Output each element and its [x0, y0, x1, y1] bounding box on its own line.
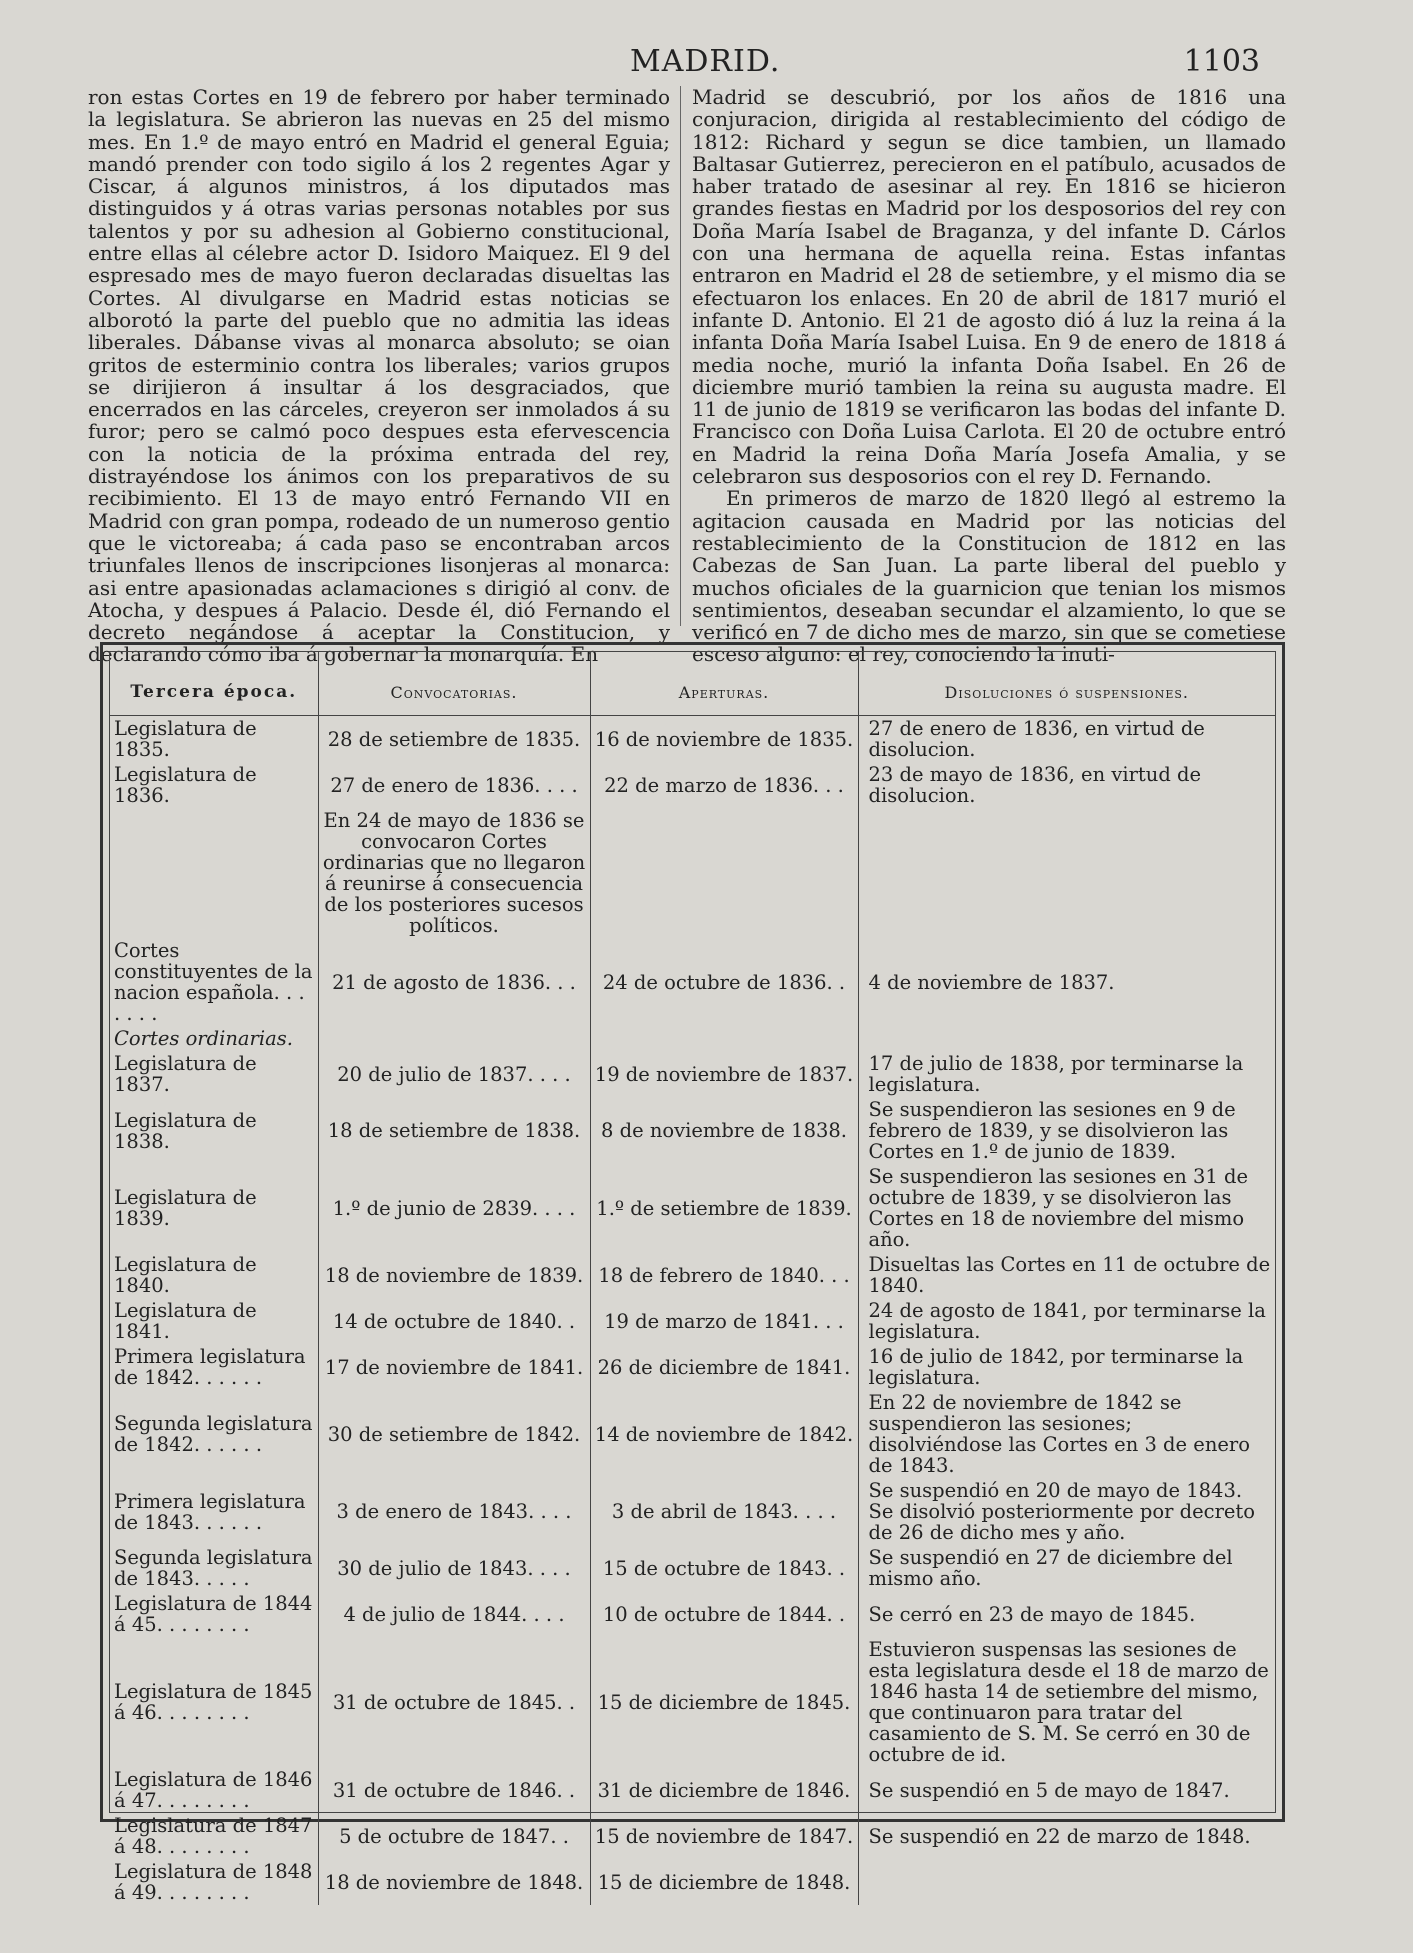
convocatoria-cell: 18 de setiembre de 1838. [318, 1097, 590, 1164]
apertura-cell: 31 de diciembre de 1846. [590, 1767, 858, 1813]
legislature-cell: Legislatura de 1845 á 46. . . . . . . . [110, 1637, 318, 1767]
convocatoria-cell: 17 de noviembre de 1841. [318, 1344, 590, 1390]
table-body [110, 716, 1275, 1906]
legislature-cell: Legislatura de 1835. [110, 716, 318, 763]
apertura-cell: 24 de octubre de 1836. . [590, 938, 858, 1026]
apertura-cell: 15 de diciembre de 1848. [590, 1859, 858, 1905]
table-row [110, 1591, 1275, 1637]
legislature-cell: Legislatura de 1841. [110, 1298, 318, 1344]
apertura-cell: 19 de noviembre de 1837. [590, 1051, 858, 1097]
table-row [110, 1545, 1275, 1591]
disolucion-cell: Se suspendieron las sesiones en 9 de febrero de 1839, y se disolvieron las Cortes en 1.º de junio de 1839. [868, 1098, 1236, 1163]
column-header-epoch: Tercera época. [110, 652, 318, 716]
disolucion-cell: Disueltas las Cortes en 11 de octubre de 1840. [868, 1253, 1271, 1297]
apertura-cell: 18 de febrero de 1840. . . [590, 1252, 858, 1298]
table-row [110, 1097, 1275, 1164]
legislature-cell: Cortes ordinarias. [110, 1026, 318, 1051]
disolucion-cell: Se suspendieron las sesiones en 31 de octubre de 1839, y se disolvieron las Cortes en 18 de noviembre del mismo año. [868, 1165, 1249, 1251]
disolucion-cell: Se cerró en 23 de mayo de 1845. [868, 1602, 1196, 1626]
apertura-cell: 10 de octubre de 1844. . [590, 1591, 858, 1637]
convocatoria-cell: 14 de octubre de 1840. . [318, 1298, 590, 1344]
legislature-cell: Legislatura de 1847 á 48. . . . . . . . [110, 1813, 318, 1859]
disolucion-cell: 17 de julio de 1838, por terminarse la legislatura. [868, 1052, 1244, 1096]
paragraph: En primeros de marzo de 1820 llegó al estremo la agitacion causada en Madrid por las noticias del restablecimiento de la Constitucion de 1812 en las Cabezas de San Juan. La parte liberal del pueblo y muchos oficiales de la guarnicion que tenian los mismos sentimientos, deseaban secundar el alzamiento, lo que se verificó en 7 de dicho mes de marzo, sin que se cometiese esceso alguno: el rey, conociendo la inuti- [692, 486, 1286, 667]
paragraph: ron estas Cortes en 19 de febrero por haber terminado la legislatura. Se abrieron las nuevas en 25 del mismo mes. En 1.º de mayo entró en Madrid el general Eguia; mandó prender con todo sigilo á los 2 regentes Agar y Ciscar, á algunos ministros, á los diputados mas distinguidos y á otras varias personas notables por sus talentos y por su adhesion al Gobierno constitucional, entre ellas al célebre actor D. Isidoro Maiquez. El 9 del espresado mes de mayo fueron declaradas disueltas las Cortes. Al divulgarse en Madrid estas noticias se alborotó la parte del pueblo que no admitia las ideas liberales. Dábanse vivas al monarca absoluto; se oian gritos de esterminio contra los liberales; varios grupos se dirijieron á insultar á los desgraciados, que encerrados en las cárceles, creyeron ser inmolados á su furor; pero se calmó poco despues esta efervescencia con la noticia de la próxima entrada del rey, distrayéndose los ánimos con los preparativos de su recibimiento. El 13 de mayo entró Fernando VII en Madrid con gran pompa, rodeado de un numeroso gentio que le victoreaba; á cada paso se encontraban arcos triunfales llenos de inscripciones lisonjeras al monarca: asi entre apasionadas aclamaciones s dirigió al conv. de Atocha, y despues á Palacio. Desde él, dió Fernando el decreto negándose á aceptar la Constitucion, y declarando cómo iba á gobernar la monarquía. En [88, 85, 670, 667]
convocatoria-cell: 21 de agosto de 1836. . . [318, 938, 590, 1026]
table-row [110, 1164, 1275, 1252]
legislature-cell: Legislatura de 1848 á 49. . . . . . . . [110, 1859, 318, 1905]
convocatoria-cell: 18 de noviembre de 1839. [318, 1252, 590, 1298]
legislature-cell: Primera legislatura de 1842. . . . . . [110, 1344, 318, 1390]
disolucion-cell: 27 de enero de 1836, en virtud de disolucion. [868, 717, 1205, 761]
convocatoria-cell: 27 de enero de 1836. . . . [318, 762, 590, 808]
table-row [110, 762, 1275, 808]
apertura-cell: 14 de noviembre de 1842. [590, 1390, 858, 1478]
disolucion-cell: Se suspendió en 27 de diciembre del mismo año. [868, 1546, 1233, 1590]
paragraph: Madrid se descubrió, por los años de 1816 una conjuracion, dirigida al restablecimiento del código de 1812: Richard y segun se dice tambien, un llamado Baltasar Gutierrez, perecieron en el patíbulo, acusados de haber tratado de asesinar al rey. En 1816 se hicieron grandes fiestas en Madrid por los desposorios del rey con Doña María Isabel de Braganza, y del infante D. Cárlos con una hermana de aquella reina. Estas infantas entraron en Madrid el 28 de setiembre, y el mismo dia se efectuaron los enlaces. En 20 de abril de 1817 murió el infante D. Antonio. El 21 de agosto dió á luz la reina á la infanta Doña María Isabel Luisa. En 9 de enero de 1818 á media noche, murió la infanta Doña Isabel. En 26 de diciembre murió tambien la reina su augusta madre. El 11 de junio de 1819 se verificaron las bodas del infante D. Francisco con Doña Luisa Carlota. El 20 de octubre entró en Madrid la reina Doña María Josefa Amalia, y se celebraron sus desposorios con el rey D. Fernando. [692, 85, 1286, 489]
table-row [110, 716, 1275, 763]
legislature-cell: Legislatura de 1836. [110, 762, 318, 808]
legislature-cell: Legislatura de 1839. [110, 1164, 318, 1252]
convocatoria-cell: 20 de julio de 1837. . . . [318, 1051, 590, 1097]
convocatoria-cell: 18 de noviembre de 1848. [318, 1859, 590, 1905]
left-column [88, 86, 670, 666]
table-row [110, 1298, 1275, 1344]
legislature-cell: Legislatura de 1846 á 47. . . . . . . . [110, 1767, 318, 1813]
apertura-cell: 15 de noviembre de 1847. [590, 1813, 858, 1859]
disolucion-cell: Estuvieron suspensas las sesiones de esta legislatura desde el 18 de marzo de 1846 hasta 14 de setiembre del mismo, que continuaron para tratar del casamiento de S. M. Se cerró en 30 de octubre de id. [868, 1638, 1269, 1766]
convocatoria-cell: 3 de enero de 1843. . . . [318, 1478, 590, 1545]
table-row [110, 1859, 1275, 1905]
table-row [110, 1637, 1275, 1767]
convocatoria-cell: 1.º de junio de 2839. . . . [318, 1164, 590, 1252]
legislatures-table [110, 652, 1275, 1905]
disolucion-cell: En 22 de noviembre de 1842 se suspendieron las sesiones; disolviéndose las Cortes en 3 de enero de 1843. [868, 1391, 1250, 1477]
apertura-cell: 22 de marzo de 1836. . . [590, 762, 858, 808]
table-row [110, 1813, 1275, 1859]
convocatoria-cell: En 24 de mayo de 1836 se convocaron Cortes ordinarias que no llegaron á reunirse á consecuencia de los posteriores sucesos políticos. [318, 808, 590, 938]
page-number: 1103 [1183, 44, 1260, 79]
legislature-cell: Primera legislatura de 1843. . . . . . [110, 1478, 318, 1545]
legislature-cell: Legislatura de 1840. [110, 1252, 318, 1298]
page-header [90, 40, 1270, 82]
column-header-disoluciones: Disoluciones ó suspensiones. [858, 652, 1275, 716]
table-row [110, 1252, 1275, 1298]
convocatoria-cell: 30 de julio de 1843. . . . [318, 1545, 590, 1591]
disolucion-cell [858, 1026, 1275, 1051]
table-row [110, 1344, 1275, 1390]
disolucion-cell: 4 de noviembre de 1837. [868, 970, 1115, 994]
disolucion-cell: 23 de mayo de 1836, en virtud de disolucion. [868, 763, 1202, 807]
table-row [110, 1478, 1275, 1545]
apertura-cell [590, 808, 858, 938]
disolucion-cell: Se suspendió en 5 de mayo de 1847. [868, 1778, 1230, 1802]
apertura-cell: 26 de diciembre de 1841. [590, 1344, 858, 1390]
right-column [692, 86, 1286, 666]
disolucion-cell [858, 808, 1275, 938]
convocatoria-cell: 31 de octubre de 1845. . [318, 1637, 590, 1767]
disolucion-cell: Se suspendió en 22 de marzo de 1848. [868, 1824, 1251, 1848]
legislature-cell: Legislatura de 1838. [110, 1097, 318, 1164]
legislatures-table-frame [100, 642, 1285, 1904]
disolucion-cell: Se suspendió en 20 de mayo de 1843. Se disolvió posteriormente por decreto de 26 de dicho mes y año. [868, 1479, 1256, 1544]
convocatoria-cell: 28 de setiembre de 1835. [318, 716, 590, 763]
apertura-cell: 15 de diciembre de 1845. [590, 1637, 858, 1767]
legislature-cell: Cortes constituyentes de la nacion española. . . . . . . [110, 938, 318, 1026]
convocatoria-cell [318, 1026, 590, 1051]
convocatoria-cell: 4 de julio de 1844. . . . [318, 1591, 590, 1637]
apertura-cell: 19 de marzo de 1841. . . [590, 1298, 858, 1344]
page-title: MADRID. [630, 44, 781, 79]
convocatoria-cell: 5 de octubre de 1847. . [318, 1813, 590, 1859]
table-row [110, 1026, 1275, 1051]
table-row [110, 1390, 1275, 1478]
legislature-cell: Legislatura de 1844 á 45. . . . . . . . [110, 1591, 318, 1637]
column-header-aperturas: Aperturas. [590, 652, 858, 716]
convocatoria-cell: 31 de octubre de 1846. . [318, 1767, 590, 1813]
table-row [110, 808, 1275, 938]
apertura-cell: 15 de octubre de 1843. . [590, 1545, 858, 1591]
disolucion-cell [858, 1859, 1275, 1905]
legislatures-table-inner [109, 651, 1276, 1904]
legislature-cell [110, 808, 318, 938]
table-row [110, 938, 1275, 1026]
table-row [110, 1051, 1275, 1097]
table-header-row [110, 652, 1275, 716]
column-header-convocatorias: Convocatorias. [318, 652, 590, 716]
legislature-cell: Legislatura de 1837. [110, 1051, 318, 1097]
disolucion-cell: 24 de agosto de 1841, por terminarse la legislatura. [868, 1299, 1266, 1343]
apertura-cell: 3 de abril de 1843. . . . [590, 1478, 858, 1545]
apertura-cell: 16 de noviembre de 1835. [590, 716, 858, 763]
legislature-cell: Segunda legislatura de 1842. . . . . . [110, 1390, 318, 1478]
text-columns [88, 85, 1286, 667]
table-row [110, 1767, 1275, 1813]
convocatoria-cell: 30 de setiembre de 1842. [318, 1390, 590, 1478]
apertura-cell: 8 de noviembre de 1838. [590, 1097, 858, 1164]
legislature-cell: Segunda legislatura de 1843. . . . . [110, 1545, 318, 1591]
disolucion-cell: 16 de julio de 1842, por terminarse la legislatura. [868, 1345, 1244, 1389]
column-divider [680, 86, 681, 626]
apertura-cell: 1.º de setiembre de 1839. [590, 1164, 858, 1252]
apertura-cell [590, 1026, 858, 1051]
